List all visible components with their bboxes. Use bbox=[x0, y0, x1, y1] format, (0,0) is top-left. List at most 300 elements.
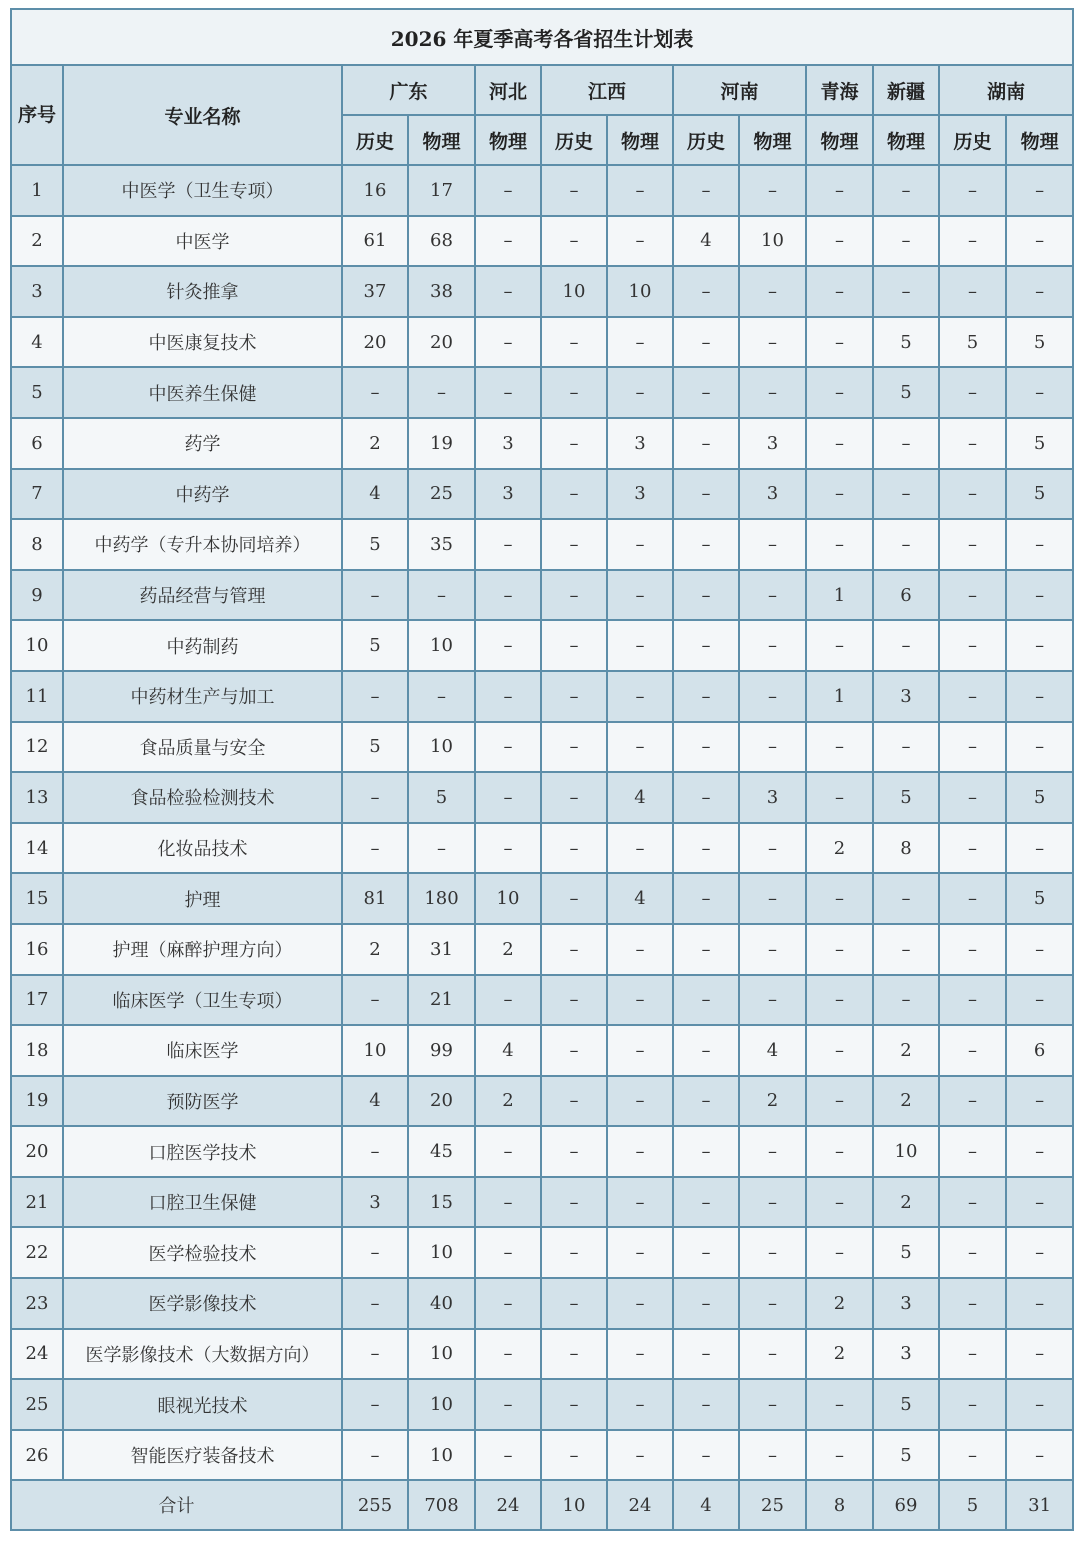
total-value: 31 bbox=[1006, 1480, 1073, 1530]
row-value: – bbox=[607, 367, 673, 418]
row-value: – bbox=[1006, 1177, 1073, 1228]
row-value: – bbox=[873, 418, 939, 469]
province-header: 新疆 bbox=[873, 65, 939, 115]
row-value: – bbox=[1006, 620, 1073, 671]
table-row bbox=[11, 165, 1073, 216]
row-value: 5 bbox=[873, 367, 939, 418]
row-value: – bbox=[873, 722, 939, 773]
province-header: 江西 bbox=[541, 65, 673, 115]
row-seq: 3 bbox=[11, 266, 63, 317]
row-seq: 1 bbox=[11, 165, 63, 216]
row-value: – bbox=[939, 823, 1006, 874]
row-value: – bbox=[939, 570, 1006, 621]
row-value: – bbox=[607, 1126, 673, 1177]
row-seq: 6 bbox=[11, 418, 63, 469]
subject-header: 物理 bbox=[873, 115, 939, 165]
table-row bbox=[11, 418, 1073, 469]
row-value: – bbox=[475, 772, 541, 823]
province-header: 广东 bbox=[342, 65, 475, 115]
row-value: – bbox=[342, 1430, 408, 1481]
row-value: – bbox=[408, 367, 475, 418]
row-value: – bbox=[475, 1278, 541, 1329]
row-value: – bbox=[475, 1126, 541, 1177]
row-value: 45 bbox=[408, 1126, 475, 1177]
row-value: – bbox=[739, 266, 806, 317]
row-value: – bbox=[342, 671, 408, 722]
row-value: – bbox=[475, 722, 541, 773]
row-value: – bbox=[939, 1025, 1006, 1076]
row-value: – bbox=[1006, 722, 1073, 773]
row-seq: 14 bbox=[11, 823, 63, 874]
row-major: 食品检验检测技术 bbox=[63, 772, 342, 823]
table-row bbox=[11, 469, 1073, 520]
row-value: 180 bbox=[408, 873, 475, 924]
row-value: – bbox=[739, 975, 806, 1026]
row-value: – bbox=[475, 620, 541, 671]
table-row bbox=[11, 924, 1073, 975]
row-value: 3 bbox=[475, 469, 541, 520]
row-value: – bbox=[1006, 1329, 1073, 1380]
row-value: – bbox=[806, 317, 873, 368]
row-value: – bbox=[873, 469, 939, 520]
row-value: 3 bbox=[873, 671, 939, 722]
row-value: – bbox=[1006, 165, 1073, 216]
table-row bbox=[11, 1025, 1073, 1076]
row-value: – bbox=[739, 570, 806, 621]
row-value: – bbox=[739, 873, 806, 924]
row-value: – bbox=[806, 418, 873, 469]
row-value: – bbox=[673, 722, 739, 773]
row-seq: 20 bbox=[11, 1126, 63, 1177]
row-value: – bbox=[541, 1025, 607, 1076]
row-value: – bbox=[873, 165, 939, 216]
row-value: – bbox=[939, 924, 1006, 975]
row-value: – bbox=[541, 1076, 607, 1127]
province-header: 河南 bbox=[673, 65, 806, 115]
row-major: 药品经营与管理 bbox=[63, 570, 342, 621]
row-value: – bbox=[806, 216, 873, 267]
row-value: – bbox=[541, 469, 607, 520]
row-value: – bbox=[739, 671, 806, 722]
row-value: – bbox=[739, 722, 806, 773]
row-value: – bbox=[408, 570, 475, 621]
row-value: – bbox=[739, 1430, 806, 1481]
row-value: – bbox=[541, 519, 607, 570]
row-value: – bbox=[541, 165, 607, 216]
row-value: – bbox=[939, 873, 1006, 924]
row-value: 2 bbox=[873, 1177, 939, 1228]
enrollment-plan-table-container bbox=[10, 8, 1072, 1531]
row-value: – bbox=[939, 1227, 1006, 1278]
row-value: 5 bbox=[408, 772, 475, 823]
row-value: – bbox=[541, 216, 607, 267]
row-value: – bbox=[475, 165, 541, 216]
row-seq: 12 bbox=[11, 722, 63, 773]
row-major: 护理 bbox=[63, 873, 342, 924]
row-value: – bbox=[806, 1025, 873, 1076]
row-value: 31 bbox=[408, 924, 475, 975]
row-major: 智能医疗装备技术 bbox=[63, 1430, 342, 1481]
table-title: 2026 年夏季高考各省招生计划表 bbox=[11, 9, 1073, 65]
row-value: 4 bbox=[739, 1025, 806, 1076]
row-value: – bbox=[541, 975, 607, 1026]
table-row bbox=[11, 975, 1073, 1026]
row-major: 中医康复技术 bbox=[63, 317, 342, 368]
row-value: – bbox=[939, 1177, 1006, 1228]
row-value: – bbox=[541, 1227, 607, 1278]
row-value: – bbox=[673, 671, 739, 722]
row-major: 口腔医学技术 bbox=[63, 1126, 342, 1177]
row-value: – bbox=[541, 418, 607, 469]
row-value: 81 bbox=[342, 873, 408, 924]
row-value: – bbox=[607, 671, 673, 722]
row-value: – bbox=[342, 823, 408, 874]
row-value: 2 bbox=[475, 1076, 541, 1127]
row-seq: 24 bbox=[11, 1329, 63, 1380]
row-seq: 16 bbox=[11, 924, 63, 975]
table-row bbox=[11, 1329, 1073, 1380]
row-value: – bbox=[673, 570, 739, 621]
row-value: 15 bbox=[408, 1177, 475, 1228]
total-value: 4 bbox=[673, 1480, 739, 1530]
row-value: – bbox=[739, 317, 806, 368]
row-value: – bbox=[1006, 1076, 1073, 1127]
row-seq: 26 bbox=[11, 1430, 63, 1481]
row-value: 10 bbox=[408, 1379, 475, 1430]
row-value: – bbox=[673, 975, 739, 1026]
row-value: – bbox=[806, 469, 873, 520]
row-value: – bbox=[607, 216, 673, 267]
table-row bbox=[11, 772, 1073, 823]
row-value: – bbox=[1006, 519, 1073, 570]
row-value: – bbox=[806, 1430, 873, 1481]
row-value: – bbox=[475, 266, 541, 317]
row-seq: 25 bbox=[11, 1379, 63, 1430]
row-value: 2 bbox=[475, 924, 541, 975]
table-row bbox=[11, 1227, 1073, 1278]
row-value: 16 bbox=[342, 165, 408, 216]
table-row bbox=[11, 1076, 1073, 1127]
subject-header: 历史 bbox=[541, 115, 607, 165]
total-value: 25 bbox=[739, 1480, 806, 1530]
row-value: – bbox=[541, 1126, 607, 1177]
row-major: 中药制药 bbox=[63, 620, 342, 671]
table-row bbox=[11, 367, 1073, 418]
row-value: – bbox=[939, 1379, 1006, 1430]
row-value: – bbox=[541, 1177, 607, 1228]
total-label: 合计 bbox=[11, 1480, 342, 1530]
row-value: – bbox=[1006, 1430, 1073, 1481]
table-row bbox=[11, 1430, 1073, 1481]
row-value: – bbox=[475, 1227, 541, 1278]
row-seq: 13 bbox=[11, 772, 63, 823]
row-value: – bbox=[806, 873, 873, 924]
row-value: – bbox=[342, 367, 408, 418]
row-value: – bbox=[806, 1227, 873, 1278]
row-value: – bbox=[541, 620, 607, 671]
row-value: – bbox=[939, 975, 1006, 1026]
table-row bbox=[11, 216, 1073, 267]
row-value: – bbox=[673, 1177, 739, 1228]
row-value: – bbox=[607, 1076, 673, 1127]
total-value: 708 bbox=[408, 1480, 475, 1530]
row-value: 8 bbox=[873, 823, 939, 874]
row-value: – bbox=[1006, 1227, 1073, 1278]
row-value: 1 bbox=[806, 671, 873, 722]
row-value: – bbox=[673, 165, 739, 216]
row-value: – bbox=[673, 620, 739, 671]
row-value: 10 bbox=[408, 1329, 475, 1380]
row-value: – bbox=[607, 317, 673, 368]
row-value: 2 bbox=[806, 823, 873, 874]
row-seq: 21 bbox=[11, 1177, 63, 1228]
row-value: – bbox=[1006, 367, 1073, 418]
row-value: – bbox=[873, 620, 939, 671]
row-value: 5 bbox=[342, 620, 408, 671]
row-seq: 23 bbox=[11, 1278, 63, 1329]
row-value: 3 bbox=[475, 418, 541, 469]
table-row bbox=[11, 1126, 1073, 1177]
row-value: – bbox=[673, 1126, 739, 1177]
row-value: – bbox=[806, 367, 873, 418]
row-value: – bbox=[1006, 823, 1073, 874]
row-value: 3 bbox=[739, 469, 806, 520]
row-value: – bbox=[342, 1329, 408, 1380]
row-value: 17 bbox=[408, 165, 475, 216]
row-major: 中药学（专升本协同培养） bbox=[63, 519, 342, 570]
row-value: – bbox=[541, 1329, 607, 1380]
row-value: – bbox=[475, 570, 541, 621]
row-value: 3 bbox=[873, 1278, 939, 1329]
subject-header: 物理 bbox=[1006, 115, 1073, 165]
subject-header: 历史 bbox=[939, 115, 1006, 165]
row-value: – bbox=[673, 873, 739, 924]
row-value: 10 bbox=[408, 722, 475, 773]
row-seq: 10 bbox=[11, 620, 63, 671]
row-value: – bbox=[475, 1430, 541, 1481]
row-value: – bbox=[939, 1430, 1006, 1481]
row-value: – bbox=[541, 317, 607, 368]
row-major: 医学影像技术（大数据方向） bbox=[63, 1329, 342, 1380]
row-major: 护理（麻醉护理方向） bbox=[63, 924, 342, 975]
row-seq: 17 bbox=[11, 975, 63, 1026]
total-value: 10 bbox=[541, 1480, 607, 1530]
row-value: – bbox=[939, 216, 1006, 267]
row-value: – bbox=[541, 924, 607, 975]
table-row bbox=[11, 873, 1073, 924]
row-value: 1 bbox=[806, 570, 873, 621]
row-value: – bbox=[408, 671, 475, 722]
row-value: 6 bbox=[1006, 1025, 1073, 1076]
total-row bbox=[11, 1480, 1073, 1530]
row-value: – bbox=[607, 519, 673, 570]
row-value: 21 bbox=[408, 975, 475, 1026]
row-value: – bbox=[342, 1278, 408, 1329]
row-value: 2 bbox=[342, 924, 408, 975]
row-value: – bbox=[673, 772, 739, 823]
subject-header: 物理 bbox=[806, 115, 873, 165]
row-value: 40 bbox=[408, 1278, 475, 1329]
subject-header: 物理 bbox=[408, 115, 475, 165]
row-major: 中药学 bbox=[63, 469, 342, 520]
row-value: – bbox=[673, 1278, 739, 1329]
row-value: 5 bbox=[873, 1379, 939, 1430]
row-value: – bbox=[939, 620, 1006, 671]
table-row bbox=[11, 1177, 1073, 1228]
row-value: – bbox=[806, 924, 873, 975]
row-value: 19 bbox=[408, 418, 475, 469]
row-value: – bbox=[1006, 975, 1073, 1026]
row-value: – bbox=[342, 1379, 408, 1430]
row-value: – bbox=[806, 165, 873, 216]
row-value: – bbox=[939, 165, 1006, 216]
row-value: – bbox=[1006, 1278, 1073, 1329]
row-value: – bbox=[607, 570, 673, 621]
row-value: – bbox=[939, 418, 1006, 469]
subject-header: 历史 bbox=[342, 115, 408, 165]
row-value: 99 bbox=[408, 1025, 475, 1076]
row-value: – bbox=[939, 1329, 1006, 1380]
table-row bbox=[11, 519, 1073, 570]
major-header: 专业名称 bbox=[63, 65, 342, 165]
row-value: – bbox=[939, 519, 1006, 570]
row-value: – bbox=[673, 1227, 739, 1278]
row-value: 10 bbox=[541, 266, 607, 317]
table-row bbox=[11, 823, 1073, 874]
row-value: 5 bbox=[342, 722, 408, 773]
row-major: 临床医学 bbox=[63, 1025, 342, 1076]
row-value: – bbox=[673, 1329, 739, 1380]
row-major: 眼视光技术 bbox=[63, 1379, 342, 1430]
row-value: – bbox=[673, 367, 739, 418]
row-seq: 7 bbox=[11, 469, 63, 520]
row-value: – bbox=[939, 772, 1006, 823]
subject-header: 物理 bbox=[607, 115, 673, 165]
province-header: 河北 bbox=[475, 65, 541, 115]
row-major: 中医养生保健 bbox=[63, 367, 342, 418]
row-major: 医学影像技术 bbox=[63, 1278, 342, 1329]
row-value: – bbox=[607, 1025, 673, 1076]
subject-header: 历史 bbox=[673, 115, 739, 165]
row-value: – bbox=[939, 722, 1006, 773]
row-value: 5 bbox=[1006, 772, 1073, 823]
row-value: 3 bbox=[739, 418, 806, 469]
row-value: – bbox=[873, 924, 939, 975]
row-value: 6 bbox=[873, 570, 939, 621]
row-value: – bbox=[739, 165, 806, 216]
table-row bbox=[11, 266, 1073, 317]
row-value: 4 bbox=[673, 216, 739, 267]
row-value: – bbox=[806, 975, 873, 1026]
row-value: – bbox=[739, 823, 806, 874]
table-row bbox=[11, 620, 1073, 671]
row-value: – bbox=[739, 1126, 806, 1177]
row-value: – bbox=[541, 570, 607, 621]
row-value: – bbox=[939, 266, 1006, 317]
row-major: 针灸推拿 bbox=[63, 266, 342, 317]
row-value: – bbox=[673, 469, 739, 520]
row-value: 10 bbox=[475, 873, 541, 924]
row-major: 预防医学 bbox=[63, 1076, 342, 1127]
row-value: 5 bbox=[1006, 873, 1073, 924]
total-value: 24 bbox=[607, 1480, 673, 1530]
row-major: 中医学（卫生专项） bbox=[63, 165, 342, 216]
row-value: 5 bbox=[873, 1227, 939, 1278]
row-major: 中医学 bbox=[63, 216, 342, 267]
row-value: 25 bbox=[408, 469, 475, 520]
row-value: – bbox=[607, 823, 673, 874]
row-seq: 8 bbox=[11, 519, 63, 570]
row-value: – bbox=[673, 823, 739, 874]
row-value: – bbox=[475, 671, 541, 722]
row-value: – bbox=[1006, 671, 1073, 722]
row-value: – bbox=[806, 772, 873, 823]
row-value: – bbox=[873, 873, 939, 924]
row-value: – bbox=[739, 1227, 806, 1278]
row-seq: 9 bbox=[11, 570, 63, 621]
row-value: – bbox=[607, 1329, 673, 1380]
row-value: 4 bbox=[607, 873, 673, 924]
row-value: – bbox=[673, 1025, 739, 1076]
row-value: 4 bbox=[607, 772, 673, 823]
row-value: – bbox=[806, 1076, 873, 1127]
row-seq: 4 bbox=[11, 317, 63, 368]
row-value: – bbox=[806, 1126, 873, 1177]
row-value: 5 bbox=[1006, 469, 1073, 520]
row-value: – bbox=[607, 1278, 673, 1329]
row-value: – bbox=[673, 266, 739, 317]
row-seq: 11 bbox=[11, 671, 63, 722]
row-value: – bbox=[1006, 570, 1073, 621]
row-value: – bbox=[541, 1379, 607, 1430]
row-value: – bbox=[673, 519, 739, 570]
row-value: – bbox=[607, 1430, 673, 1481]
row-value: – bbox=[673, 1379, 739, 1430]
row-major: 临床医学（卫生专项） bbox=[63, 975, 342, 1026]
row-value: 3 bbox=[342, 1177, 408, 1228]
total-value: 255 bbox=[342, 1480, 408, 1530]
row-value: 5 bbox=[873, 772, 939, 823]
row-value: – bbox=[475, 216, 541, 267]
province-header: 湖南 bbox=[939, 65, 1073, 115]
row-value: 3 bbox=[739, 772, 806, 823]
table-row bbox=[11, 570, 1073, 621]
row-value: 10 bbox=[739, 216, 806, 267]
row-value: 10 bbox=[408, 1227, 475, 1278]
row-value: – bbox=[541, 1430, 607, 1481]
row-value: 5 bbox=[1006, 418, 1073, 469]
row-value: 3 bbox=[607, 418, 673, 469]
row-value: – bbox=[739, 1329, 806, 1380]
row-value: 4 bbox=[342, 469, 408, 520]
row-value: – bbox=[939, 1278, 1006, 1329]
row-value: 68 bbox=[408, 216, 475, 267]
row-value: – bbox=[1006, 1126, 1073, 1177]
row-value: – bbox=[342, 975, 408, 1026]
row-value: – bbox=[607, 975, 673, 1026]
subject-header: 物理 bbox=[475, 115, 541, 165]
row-value: – bbox=[806, 519, 873, 570]
table-row bbox=[11, 722, 1073, 773]
total-value: 69 bbox=[873, 1480, 939, 1530]
row-value: 4 bbox=[342, 1076, 408, 1127]
row-value: – bbox=[939, 1076, 1006, 1127]
row-value: 10 bbox=[342, 1025, 408, 1076]
row-seq: 15 bbox=[11, 873, 63, 924]
row-seq: 22 bbox=[11, 1227, 63, 1278]
row-value: – bbox=[475, 975, 541, 1026]
row-value: 10 bbox=[873, 1126, 939, 1177]
